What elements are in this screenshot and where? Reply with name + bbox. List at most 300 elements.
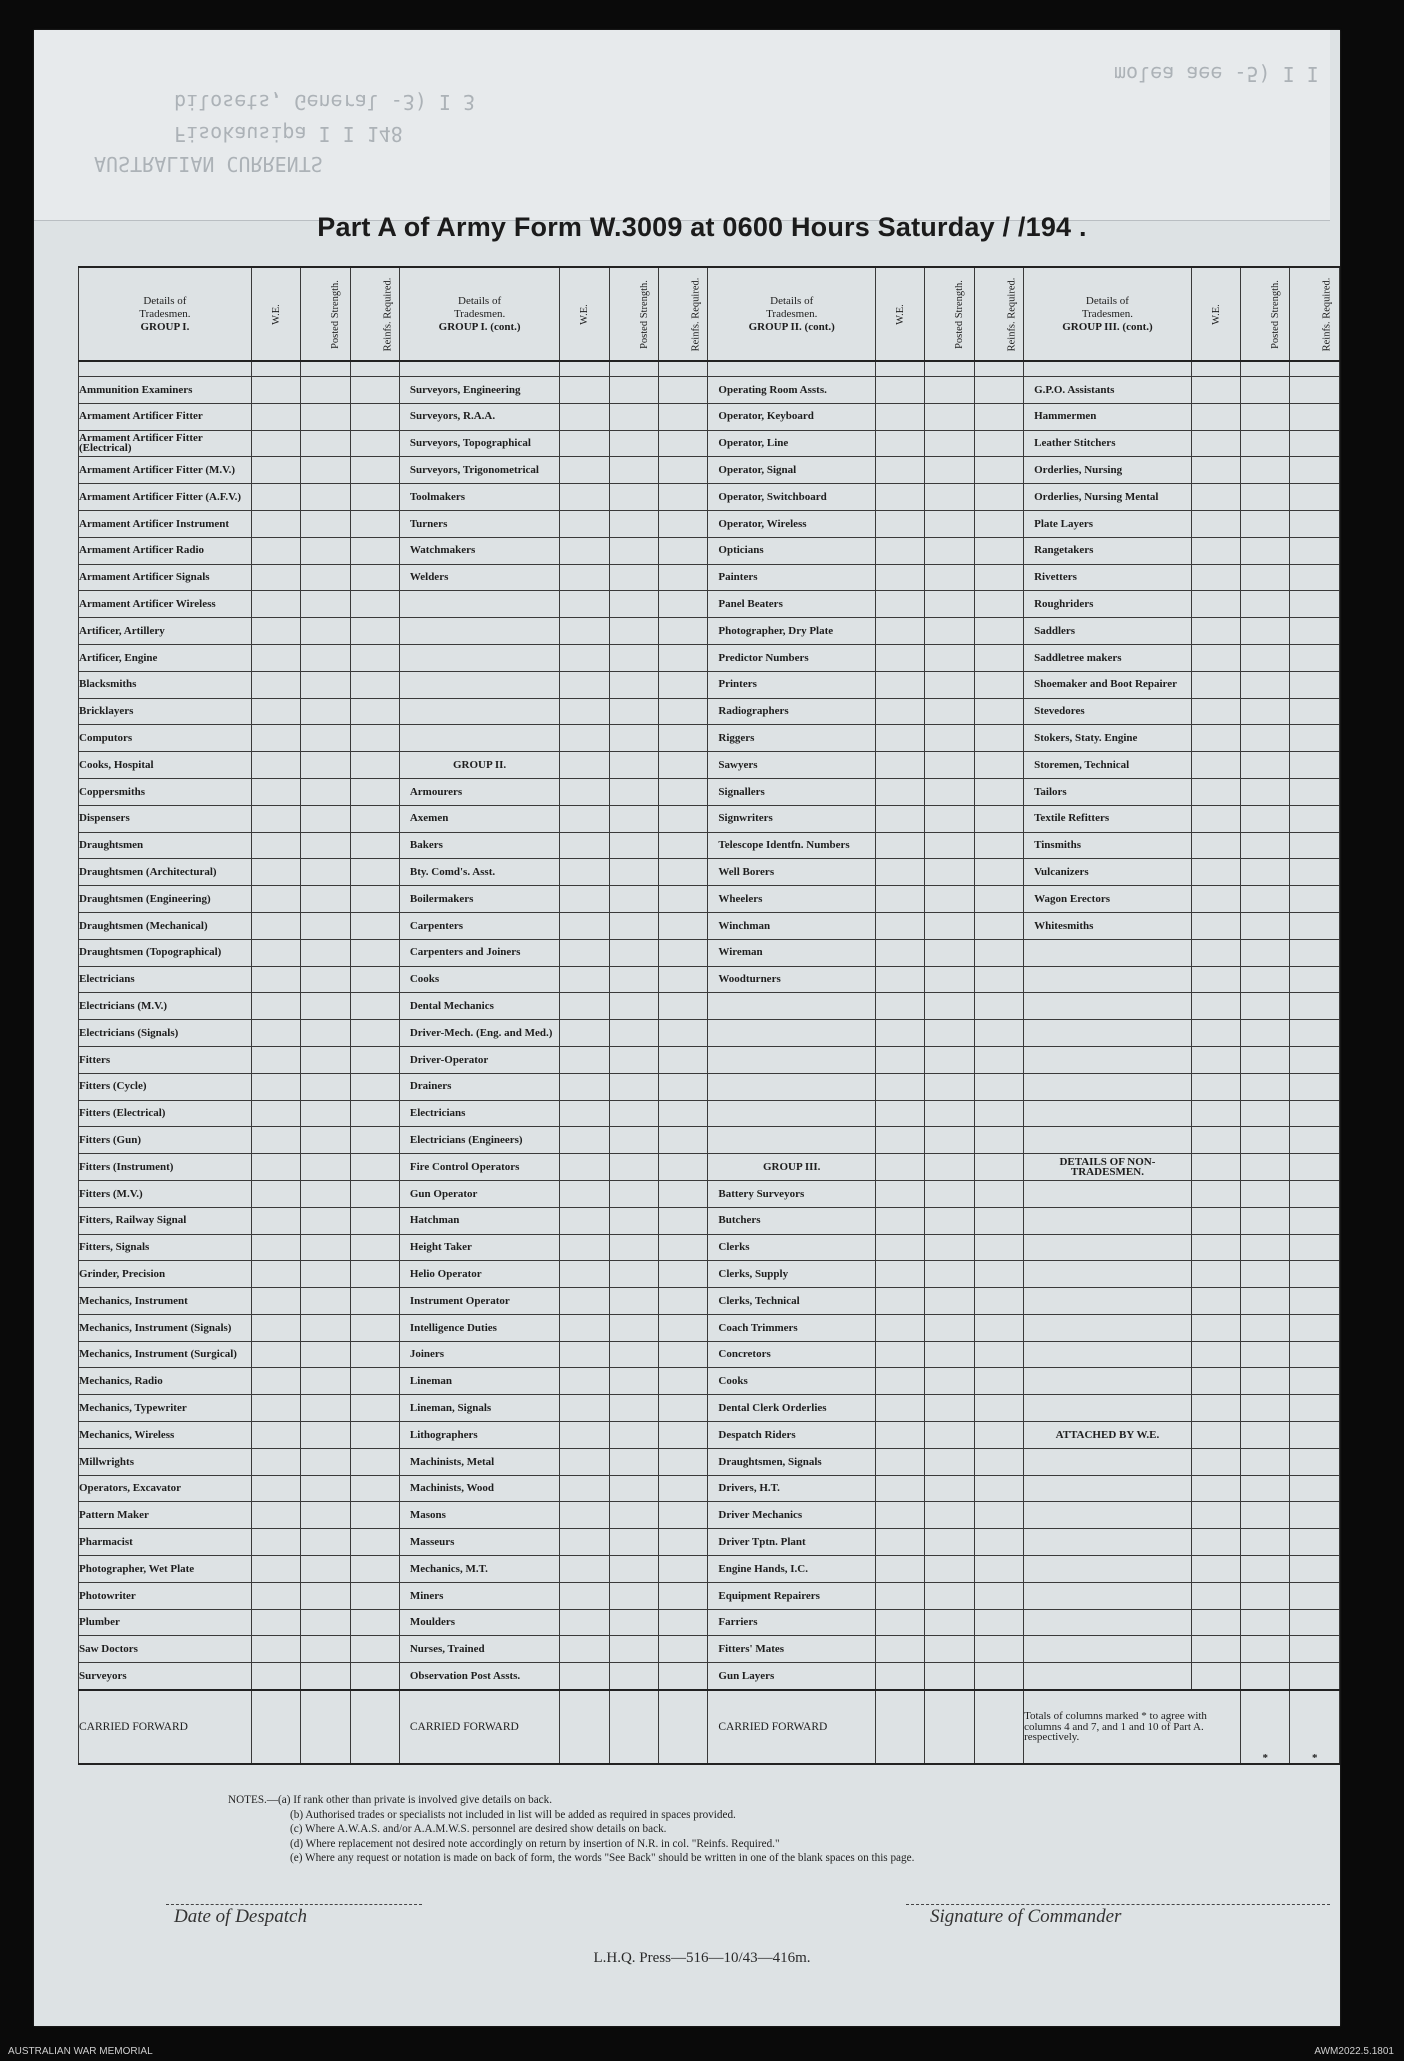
we-cell[interactable] <box>251 1234 300 1261</box>
reinfs-cell[interactable] <box>350 912 399 939</box>
posted-cell[interactable] <box>1241 1288 1290 1315</box>
total-cell[interactable] <box>251 1690 300 1764</box>
posted-cell[interactable] <box>609 1046 658 1073</box>
posted-cell[interactable] <box>1241 1422 1290 1449</box>
posted-cell[interactable] <box>301 1154 350 1181</box>
reinfs-cell[interactable] <box>659 698 708 725</box>
we-cell[interactable] <box>1191 1395 1240 1422</box>
we-cell[interactable] <box>1191 484 1240 511</box>
we-cell[interactable] <box>1191 1020 1240 1047</box>
we-cell[interactable] <box>876 1073 925 1100</box>
we-cell[interactable] <box>560 805 609 832</box>
posted-cell[interactable] <box>1241 1475 1290 1502</box>
posted-cell[interactable] <box>609 1100 658 1127</box>
we-cell[interactable] <box>876 1529 925 1556</box>
we-cell[interactable] <box>1191 1314 1240 1341</box>
reinfs-cell[interactable] <box>974 966 1023 993</box>
we-cell[interactable] <box>560 1556 609 1583</box>
we-cell[interactable] <box>560 1368 609 1395</box>
reinfs-cell[interactable] <box>659 859 708 886</box>
posted-cell[interactable] <box>609 886 658 913</box>
posted-cell[interactable] <box>1241 939 1290 966</box>
posted-cell[interactable] <box>1241 1046 1290 1073</box>
posted-cell[interactable] <box>1241 1582 1290 1609</box>
reinfs-cell[interactable] <box>1290 1073 1340 1100</box>
posted-cell[interactable] <box>301 778 350 805</box>
reinfs-cell[interactable] <box>1290 1582 1340 1609</box>
posted-cell[interactable] <box>1241 1314 1290 1341</box>
reinfs-cell[interactable] <box>350 886 399 913</box>
posted-cell[interactable] <box>925 591 974 618</box>
posted-cell[interactable] <box>925 1422 974 1449</box>
we-cell[interactable] <box>560 1582 609 1609</box>
posted-cell[interactable] <box>609 805 658 832</box>
we-cell[interactable] <box>1191 671 1240 698</box>
we-cell[interactable] <box>560 403 609 430</box>
reinfs-cell[interactable] <box>659 1154 708 1181</box>
we-cell[interactable] <box>876 1288 925 1315</box>
reinfs-cell[interactable] <box>974 537 1023 564</box>
posted-cell[interactable] <box>609 1448 658 1475</box>
we-cell[interactable] <box>560 1314 609 1341</box>
posted-cell[interactable] <box>609 537 658 564</box>
we-cell[interactable] <box>1191 457 1240 484</box>
total-cell[interactable] <box>560 1690 609 1764</box>
reinfs-cell[interactable] <box>974 430 1023 457</box>
we-cell[interactable] <box>1191 966 1240 993</box>
posted-cell[interactable] <box>1241 457 1290 484</box>
reinfs-cell[interactable] <box>659 1636 708 1663</box>
posted-cell[interactable] <box>301 1127 350 1154</box>
posted-cell[interactable] <box>609 725 658 752</box>
we-cell[interactable] <box>1191 644 1240 671</box>
posted-cell[interactable] <box>1241 725 1290 752</box>
posted-cell[interactable] <box>301 1207 350 1234</box>
reinfs-cell[interactable] <box>350 1100 399 1127</box>
posted-cell[interactable] <box>301 1046 350 1073</box>
posted-cell[interactable] <box>301 1556 350 1583</box>
reinfs-cell[interactable] <box>974 1448 1023 1475</box>
reinfs-cell[interactable] <box>350 618 399 645</box>
reinfs-cell[interactable] <box>1290 1234 1340 1261</box>
reinfs-cell[interactable] <box>974 1395 1023 1422</box>
posted-cell[interactable] <box>301 377 350 404</box>
reinfs-cell[interactable] <box>350 537 399 564</box>
reinfs-cell[interactable] <box>350 1609 399 1636</box>
we-cell[interactable] <box>251 1422 300 1449</box>
we-cell[interactable] <box>560 1609 609 1636</box>
reinfs-cell[interactable] <box>1290 725 1340 752</box>
we-cell[interactable] <box>1191 1288 1240 1315</box>
we-cell[interactable] <box>251 1582 300 1609</box>
reinfs-cell[interactable] <box>659 1556 708 1583</box>
posted-cell[interactable] <box>609 752 658 779</box>
we-cell[interactable] <box>560 725 609 752</box>
reinfs-cell[interactable] <box>974 457 1023 484</box>
posted-cell[interactable] <box>609 832 658 859</box>
reinfs-cell[interactable] <box>659 752 708 779</box>
posted-cell[interactable] <box>925 1502 974 1529</box>
reinfs-cell[interactable] <box>1290 1261 1340 1288</box>
we-cell[interactable] <box>251 778 300 805</box>
reinfs-cell[interactable] <box>350 1475 399 1502</box>
posted-cell[interactable] <box>301 1180 350 1207</box>
we-cell[interactable] <box>1191 698 1240 725</box>
we-cell[interactable] <box>876 618 925 645</box>
we-cell[interactable] <box>1191 805 1240 832</box>
we-cell[interactable] <box>876 1046 925 1073</box>
reinfs-cell[interactable] <box>659 1127 708 1154</box>
reinfs-cell[interactable] <box>1290 752 1340 779</box>
posted-cell[interactable] <box>609 939 658 966</box>
we-cell[interactable] <box>560 1261 609 1288</box>
posted-cell[interactable] <box>925 618 974 645</box>
reinfs-cell[interactable] <box>974 1100 1023 1127</box>
posted-cell[interactable] <box>609 457 658 484</box>
we-cell[interactable] <box>251 939 300 966</box>
posted-cell[interactable] <box>301 1502 350 1529</box>
posted-cell[interactable] <box>1241 966 1290 993</box>
reinfs-cell[interactable] <box>974 1180 1023 1207</box>
reinfs-cell[interactable] <box>659 886 708 913</box>
reinfs-cell[interactable] <box>350 457 399 484</box>
we-cell[interactable] <box>876 1154 925 1181</box>
reinfs-cell[interactable] <box>1290 1180 1340 1207</box>
posted-cell[interactable] <box>609 1502 658 1529</box>
we-cell[interactable] <box>560 1207 609 1234</box>
we-cell[interactable] <box>560 564 609 591</box>
reinfs-cell[interactable] <box>350 377 399 404</box>
posted-cell[interactable] <box>301 1100 350 1127</box>
posted-cell[interactable] <box>609 377 658 404</box>
posted-cell[interactable] <box>1241 1448 1290 1475</box>
we-cell[interactable] <box>876 1502 925 1529</box>
we-cell[interactable] <box>1191 886 1240 913</box>
reinfs-cell[interactable] <box>350 752 399 779</box>
we-cell[interactable] <box>876 377 925 404</box>
we-cell[interactable] <box>1191 832 1240 859</box>
we-cell[interactable] <box>560 1636 609 1663</box>
reinfs-cell[interactable] <box>1290 1529 1340 1556</box>
posted-cell[interactable] <box>1241 1020 1290 1047</box>
posted-cell[interactable] <box>301 912 350 939</box>
posted-cell[interactable] <box>925 1636 974 1663</box>
posted-cell[interactable] <box>301 1448 350 1475</box>
reinfs-cell[interactable] <box>350 1127 399 1154</box>
we-cell[interactable] <box>251 1609 300 1636</box>
reinfs-cell[interactable] <box>1290 484 1340 511</box>
posted-cell[interactable] <box>925 484 974 511</box>
posted-cell[interactable] <box>609 510 658 537</box>
posted-cell[interactable] <box>301 725 350 752</box>
we-cell[interactable] <box>1191 1582 1240 1609</box>
we-cell[interactable] <box>251 805 300 832</box>
posted-cell[interactable] <box>609 484 658 511</box>
we-cell[interactable] <box>1191 1154 1240 1181</box>
we-cell[interactable] <box>1191 1368 1240 1395</box>
we-cell[interactable] <box>251 430 300 457</box>
reinfs-cell[interactable] <box>659 1609 708 1636</box>
reinfs-cell[interactable] <box>974 698 1023 725</box>
we-cell[interactable] <box>1191 1422 1240 1449</box>
reinfs-cell[interactable] <box>659 778 708 805</box>
reinfs-cell[interactable] <box>659 1046 708 1073</box>
posted-cell[interactable] <box>925 1207 974 1234</box>
posted-cell[interactable] <box>925 859 974 886</box>
posted-cell[interactable] <box>925 1582 974 1609</box>
we-cell[interactable] <box>251 1073 300 1100</box>
posted-cell[interactable] <box>301 644 350 671</box>
posted-cell[interactable] <box>609 1180 658 1207</box>
posted-cell[interactable] <box>301 939 350 966</box>
reinfs-cell[interactable] <box>974 644 1023 671</box>
posted-cell[interactable] <box>609 1234 658 1261</box>
reinfs-cell[interactable] <box>659 457 708 484</box>
reinfs-cell[interactable] <box>659 671 708 698</box>
we-cell[interactable] <box>876 1582 925 1609</box>
posted-cell[interactable] <box>925 1020 974 1047</box>
we-cell[interactable] <box>560 1288 609 1315</box>
reinfs-cell[interactable] <box>974 484 1023 511</box>
reinfs-cell[interactable] <box>350 1234 399 1261</box>
reinfs-cell[interactable] <box>1290 993 1340 1020</box>
reinfs-cell[interactable] <box>1290 1502 1340 1529</box>
reinfs-cell[interactable] <box>974 671 1023 698</box>
posted-cell[interactable] <box>301 1073 350 1100</box>
we-cell[interactable] <box>251 377 300 404</box>
we-cell[interactable] <box>876 886 925 913</box>
we-cell[interactable] <box>876 1368 925 1395</box>
we-cell[interactable] <box>251 1314 300 1341</box>
we-cell[interactable] <box>560 993 609 1020</box>
total-cell[interactable] <box>350 1690 399 1764</box>
reinfs-cell[interactable] <box>974 1502 1023 1529</box>
posted-cell[interactable] <box>925 1234 974 1261</box>
reinfs-cell[interactable] <box>350 939 399 966</box>
reinfs-cell[interactable] <box>350 993 399 1020</box>
posted-cell[interactable] <box>301 1288 350 1315</box>
reinfs-cell[interactable] <box>974 805 1023 832</box>
posted-cell[interactable] <box>609 698 658 725</box>
posted-cell[interactable] <box>925 1395 974 1422</box>
we-cell[interactable] <box>1191 403 1240 430</box>
reinfs-cell[interactable] <box>974 1341 1023 1368</box>
reinfs-cell[interactable] <box>350 966 399 993</box>
posted-cell[interactable] <box>609 644 658 671</box>
reinfs-cell[interactable] <box>974 1154 1023 1181</box>
posted-cell[interactable] <box>609 618 658 645</box>
reinfs-cell[interactable] <box>350 564 399 591</box>
posted-cell[interactable] <box>609 1073 658 1100</box>
reinfs-cell[interactable] <box>1290 1100 1340 1127</box>
we-cell[interactable] <box>1191 1207 1240 1234</box>
we-cell[interactable] <box>251 671 300 698</box>
total-cell[interactable] <box>659 1690 708 1764</box>
posted-cell[interactable] <box>1241 671 1290 698</box>
reinfs-cell[interactable] <box>659 1475 708 1502</box>
posted-cell[interactable] <box>609 1154 658 1181</box>
reinfs-cell[interactable] <box>350 778 399 805</box>
we-cell[interactable] <box>560 1341 609 1368</box>
posted-cell[interactable] <box>301 430 350 457</box>
we-cell[interactable] <box>251 564 300 591</box>
reinfs-cell[interactable] <box>1290 1609 1340 1636</box>
we-cell[interactable] <box>876 832 925 859</box>
we-cell[interactable] <box>560 1663 609 1690</box>
we-cell[interactable] <box>876 1609 925 1636</box>
posted-cell[interactable] <box>925 778 974 805</box>
posted-cell[interactable] <box>925 1154 974 1181</box>
posted-cell[interactable] <box>925 1314 974 1341</box>
we-cell[interactable] <box>251 1341 300 1368</box>
we-cell[interactable] <box>251 403 300 430</box>
we-cell[interactable] <box>560 618 609 645</box>
reinfs-cell[interactable] <box>1290 377 1340 404</box>
posted-cell[interactable] <box>301 537 350 564</box>
posted-cell[interactable] <box>1241 805 1290 832</box>
reinfs-cell[interactable] <box>1290 1663 1340 1690</box>
we-cell[interactable] <box>560 1073 609 1100</box>
we-cell[interactable] <box>251 618 300 645</box>
posted-cell[interactable] <box>925 698 974 725</box>
we-cell[interactable] <box>560 1502 609 1529</box>
posted-cell[interactable] <box>1241 1234 1290 1261</box>
posted-cell[interactable] <box>301 1663 350 1690</box>
reinfs-cell[interactable] <box>1290 1341 1340 1368</box>
reinfs-cell[interactable] <box>974 1127 1023 1154</box>
posted-cell[interactable] <box>1241 564 1290 591</box>
reinfs-cell[interactable] <box>350 1073 399 1100</box>
posted-cell[interactable] <box>1241 1368 1290 1395</box>
we-cell[interactable] <box>876 484 925 511</box>
we-cell[interactable] <box>560 1046 609 1073</box>
we-cell[interactable] <box>560 939 609 966</box>
reinfs-cell[interactable] <box>1290 591 1340 618</box>
reinfs-cell[interactable] <box>1290 912 1340 939</box>
we-cell[interactable] <box>560 966 609 993</box>
reinfs-cell[interactable] <box>350 859 399 886</box>
posted-cell[interactable] <box>925 1100 974 1127</box>
reinfs-cell[interactable] <box>974 1556 1023 1583</box>
posted-cell[interactable] <box>609 1636 658 1663</box>
posted-cell[interactable] <box>301 1261 350 1288</box>
we-cell[interactable] <box>1191 1341 1240 1368</box>
posted-cell[interactable] <box>925 1475 974 1502</box>
we-cell[interactable] <box>251 1046 300 1073</box>
posted-cell[interactable] <box>301 886 350 913</box>
we-cell[interactable] <box>1191 1046 1240 1073</box>
reinfs-cell[interactable] <box>659 377 708 404</box>
posted-cell[interactable] <box>609 778 658 805</box>
we-cell[interactable] <box>251 1475 300 1502</box>
posted-cell[interactable] <box>1241 1073 1290 1100</box>
posted-cell[interactable] <box>925 1046 974 1073</box>
we-cell[interactable] <box>876 939 925 966</box>
we-cell[interactable] <box>876 1422 925 1449</box>
posted-cell[interactable] <box>301 591 350 618</box>
we-cell[interactable] <box>251 859 300 886</box>
we-cell[interactable] <box>1191 993 1240 1020</box>
reinfs-cell[interactable] <box>974 1475 1023 1502</box>
we-cell[interactable] <box>876 1475 925 1502</box>
posted-cell[interactable] <box>925 1663 974 1690</box>
posted-cell[interactable] <box>609 591 658 618</box>
we-cell[interactable] <box>876 1448 925 1475</box>
posted-cell[interactable] <box>301 1368 350 1395</box>
posted-cell[interactable] <box>609 1422 658 1449</box>
posted-cell[interactable] <box>1241 403 1290 430</box>
we-cell[interactable] <box>251 1663 300 1690</box>
reinfs-cell[interactable] <box>1290 1395 1340 1422</box>
reinfs-cell[interactable] <box>1290 832 1340 859</box>
posted-cell[interactable] <box>925 1288 974 1315</box>
we-cell[interactable] <box>560 1448 609 1475</box>
we-cell[interactable] <box>560 1475 609 1502</box>
posted-cell[interactable] <box>609 403 658 430</box>
reinfs-cell[interactable] <box>974 1609 1023 1636</box>
posted-cell[interactable] <box>301 698 350 725</box>
posted-cell[interactable] <box>1241 484 1290 511</box>
reinfs-cell[interactable] <box>1290 859 1340 886</box>
reinfs-cell[interactable] <box>659 1395 708 1422</box>
we-cell[interactable] <box>560 1395 609 1422</box>
posted-cell[interactable] <box>609 1368 658 1395</box>
reinfs-cell[interactable] <box>974 1207 1023 1234</box>
posted-cell[interactable] <box>609 912 658 939</box>
reinfs-cell[interactable] <box>350 1368 399 1395</box>
reinfs-cell[interactable] <box>350 1341 399 1368</box>
reinfs-cell[interactable] <box>659 1234 708 1261</box>
posted-cell[interactable] <box>1241 1127 1290 1154</box>
reinfs-cell[interactable] <box>659 1314 708 1341</box>
reinfs-cell[interactable] <box>974 618 1023 645</box>
posted-cell[interactable] <box>609 1261 658 1288</box>
posted-cell[interactable] <box>301 805 350 832</box>
reinfs-cell[interactable] <box>659 537 708 564</box>
reinfs-cell[interactable] <box>659 1422 708 1449</box>
reinfs-cell[interactable] <box>974 591 1023 618</box>
we-cell[interactable] <box>1191 1127 1240 1154</box>
we-cell[interactable] <box>560 778 609 805</box>
reinfs-cell[interactable] <box>659 403 708 430</box>
posted-cell[interactable] <box>1241 1609 1290 1636</box>
reinfs-cell[interactable] <box>1290 510 1340 537</box>
posted-cell[interactable] <box>925 832 974 859</box>
reinfs-cell[interactable] <box>659 1368 708 1395</box>
reinfs-cell[interactable] <box>659 805 708 832</box>
reinfs-cell[interactable] <box>659 1663 708 1690</box>
we-cell[interactable] <box>251 510 300 537</box>
we-cell[interactable] <box>560 752 609 779</box>
we-cell[interactable] <box>560 484 609 511</box>
reinfs-cell[interactable] <box>1290 1154 1340 1181</box>
reinfs-cell[interactable] <box>974 1234 1023 1261</box>
posted-cell[interactable] <box>925 1448 974 1475</box>
posted-cell[interactable] <box>1241 1502 1290 1529</box>
we-cell[interactable] <box>876 1180 925 1207</box>
posted-cell[interactable] <box>609 430 658 457</box>
posted-cell[interactable] <box>1241 886 1290 913</box>
posted-cell[interactable] <box>925 1073 974 1100</box>
posted-cell[interactable] <box>301 966 350 993</box>
reinfs-cell[interactable] <box>350 1448 399 1475</box>
posted-cell[interactable] <box>301 457 350 484</box>
we-cell[interactable] <box>560 912 609 939</box>
we-cell[interactable] <box>560 1180 609 1207</box>
posted-cell[interactable] <box>301 671 350 698</box>
we-cell[interactable] <box>1191 510 1240 537</box>
posted-cell[interactable] <box>925 537 974 564</box>
